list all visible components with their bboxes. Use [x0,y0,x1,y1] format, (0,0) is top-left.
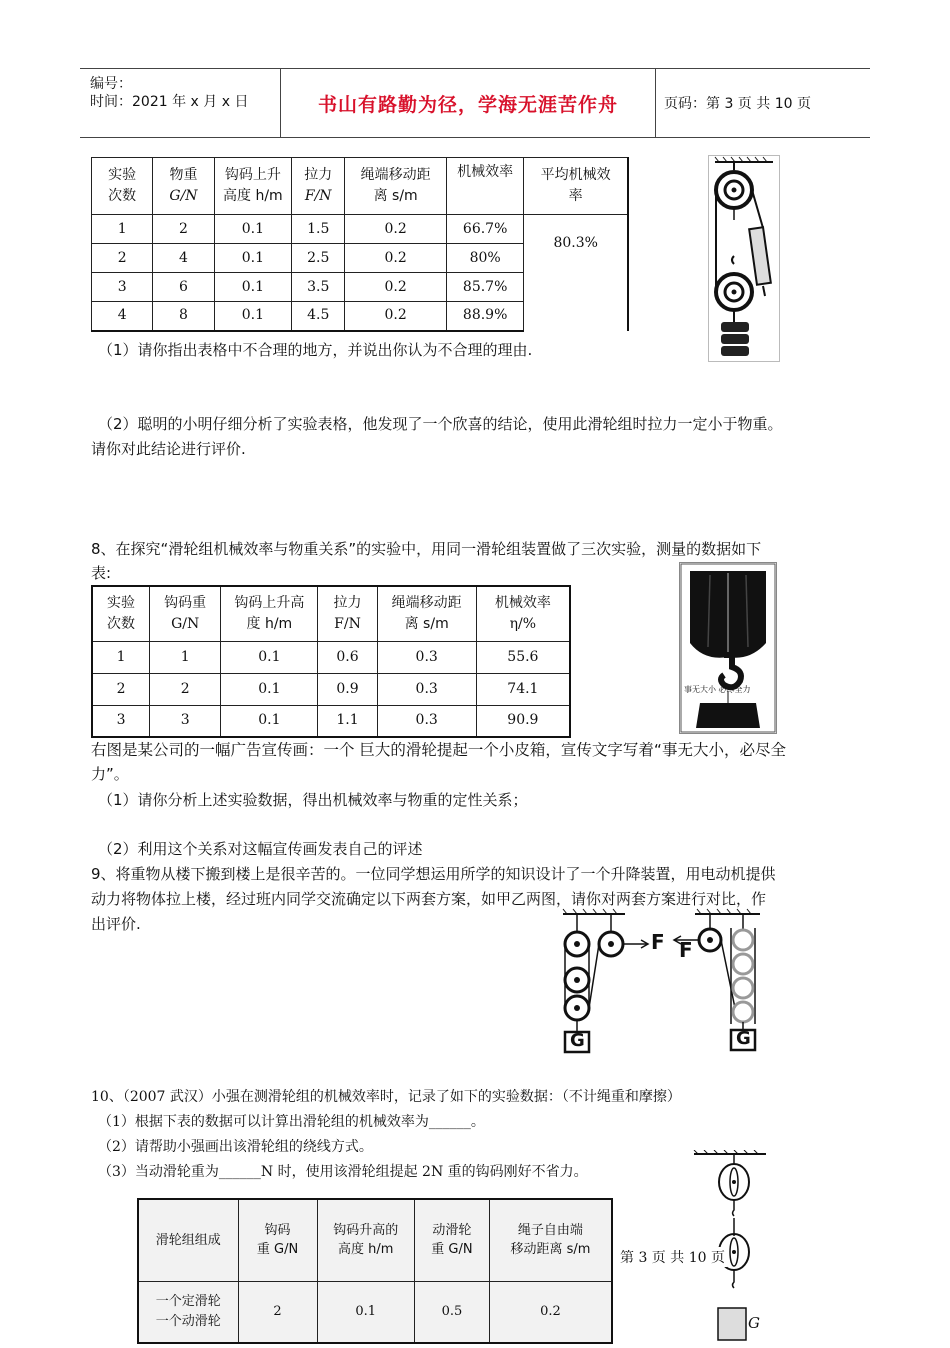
force-label-a: F [651,930,665,954]
table-cell: 0.1 [214,215,291,244]
table-header-cell: 钩码重 G/N [150,586,221,641]
table-cell: 0.2 [345,215,447,244]
table-header-cell: 实验 次数 [92,158,153,215]
q10-part2: （2）请帮助小强画出该滑轮组的绕线方式。 [98,1139,373,1155]
table-header-cell: 平均机械效 率 [524,158,628,215]
table-cell: 一个定滑轮 一个动滑轮 [138,1281,238,1343]
q10-part3: （3）当动滑轮重为______N 时，使用该滑轮组提起 2N 重的钩码刚好不省力。 [98,1164,588,1180]
table-header-cell: 物重 G/N [153,158,214,215]
q7-table [91,157,629,332]
table-cell: 85.7% [446,273,523,302]
table-header-cell: 钩码上升 高度 h/m [214,158,291,215]
table-cell: 2 [92,244,153,273]
q8-part2: （2）利用这个关系对这幅宣传画发表自己的评述 [98,840,423,858]
q9-line1: 9、将重物从楼下搬到楼上是很辛苦的。一位同学想运用所学的知识设计了一个升降装置，用电动机提供 [91,865,776,883]
table-cell: 0.1 [214,244,291,273]
table-cell: 90.9 [476,705,570,737]
table-cell: 0.9 [318,673,377,705]
q7-part1: （1）请你指出表格中不合理的地方，并说出你认为不合理的理由. [98,341,533,359]
force-label-b: F [679,938,693,962]
q10-table [137,1198,613,1344]
q10-intro: 10、（2007 武汉）小强在测滑轮组的机械效率时，记录了如下的实验数据：（不计绳重和摩擦） [91,1089,681,1105]
table-header-cell: 拉力 F/N [292,158,345,215]
weight-label-b: G [736,1028,751,1049]
header-meta [80,69,281,137]
q9-line3: 出评价. [91,915,141,933]
table-header-cell: 机械效率 [446,158,523,215]
table-cell: 2 [238,1281,317,1343]
table-cell: 0.2 [345,302,447,331]
q10-part1: （1）根据下表的数据可以计算出滑轮组的机械效率为______。 [98,1114,485,1130]
table-header-cell: 绳子自由端 移动距离 s/m [489,1199,612,1281]
q8-ad-line2: 力”。 [91,765,129,783]
table-cell: 0.2 [345,244,447,273]
motto: 书山有路勤为径，学海无涯苦作舟 [317,93,618,116]
q8-table [91,585,571,738]
q8-ad-line1: 右图是某公司的一幅广告宣传画：一个 巨大的滑轮提起一个小皮箱，宣传文字写着“事无大小，必尽全 [91,741,786,759]
q7-part2-line1: （2）聪明的小明仔细分析了实验表格，他发现了一个欣喜的结论，使用此滑轮组时拉力一定小于物重。 [98,415,783,433]
table-header-cell: 绳端移动距 离 s/m [345,158,447,215]
table-cell: 2 [153,215,214,244]
footer-page-number: 第 3 页 共 10 页 [618,1247,727,1267]
ad-poster-image [679,562,777,734]
q7-pulley-figure [708,155,780,362]
table-cell: 2 [150,673,221,705]
q8-part1: （1）请你分析上述实验数据，得出机械效率与物重的定性关系； [98,791,528,809]
header-motto-cell [281,69,656,137]
weight-label: G [748,1314,760,1332]
table-cell: 0.1 [214,302,291,331]
weight-label-a: G [570,1030,585,1051]
table-header-row [92,586,570,641]
table-cell: 4 [153,244,214,273]
table-cell: 74.1 [476,673,570,705]
table-header-cell: 钩码升高的 高度 h/m [317,1199,414,1281]
table-cell: 1 [150,641,221,673]
table-row [92,705,570,737]
big-pulley-icon [680,563,776,733]
table-cell: 0.1 [221,641,318,673]
table-cell: 0.6 [318,641,377,673]
table-cell: 4 [92,302,153,331]
table-row [92,641,570,673]
table-cell: 80% [446,244,523,273]
table-header-cell: 滑轮组组成 [138,1199,238,1281]
q9-line2: 动力将物体拉上楼，经过班内同学交流确定以下两套方案，如甲乙两图，请你对两套方案进行对比，作 [91,890,767,908]
poster-slogan: 事无大小 必尽全力 [684,685,751,694]
table-cell: 3 [92,705,150,737]
table-cell: 3 [92,273,153,302]
table-cell: 0.1 [214,273,291,302]
table-header-cell: 实验 次数 [92,586,150,641]
table-cell: 2.5 [292,244,345,273]
q7-part2-line2: 请你对此结论进行评价. [91,440,246,458]
table-cell: 0.3 [377,673,476,705]
table-header-cell: 绳端移动距 离 s/m [377,586,476,641]
table-row [92,673,570,705]
table-cell: 2 [92,673,150,705]
table-cell: 0.1 [221,705,318,737]
table-cell: 0.1 [221,673,318,705]
table-cell: 1.5 [292,215,345,244]
table-cell: 0.3 [377,641,476,673]
table-cell: 0.2 [489,1281,612,1343]
page-label: 页码：第 3 页 共 10 页 [664,96,811,112]
table-header-cell: 动滑轮 重 G/N [414,1199,489,1281]
table-cell: 66.7% [446,215,523,244]
date-label: 时间：2021 年 x 月 x 日 [90,94,249,110]
average-efficiency-cell: 80.3% [524,215,628,331]
table-cell: 1 [92,215,153,244]
table-header-cell: 机械效率 η/% [476,586,570,641]
table-cell: 6 [153,273,214,302]
table-cell: 4.5 [292,302,345,331]
table-cell: 55.6 [476,641,570,673]
table-cell: 8 [153,302,214,331]
q8-intro-line2: 表: [91,564,112,582]
table-row [92,215,629,244]
table-header-row [92,158,629,215]
header-page-cell [656,69,870,137]
number-label: 编号： [90,76,132,92]
table-cell: 0.3 [377,705,476,737]
table-cell: 88.9% [446,302,523,331]
pulley-system-icon [709,156,779,361]
table-cell: 3 [150,705,221,737]
table-header-cell: 拉力 F/N [318,586,377,641]
table-row [138,1281,612,1343]
page-header [80,68,870,138]
table-cell: 1.1 [318,705,377,737]
table-cell: 1 [92,641,150,673]
table-cell: 0.5 [414,1281,489,1343]
table-header-cell: 钩码 重 G/N [238,1199,317,1281]
table-header-cell: 钩码上升高 度 h/m [221,586,318,641]
q8-intro-line1: 8、在探究“滑轮组机械效率与物重关系”的实验中，用同一滑轮组装置做了三次实验，测量的数据如下 [91,540,762,558]
q9-pulley-figures [555,908,777,1056]
table-header-row [138,1199,612,1281]
table-cell: 0.2 [345,273,447,302]
table-cell: 0.1 [317,1281,414,1343]
table-cell: 3.5 [292,273,345,302]
